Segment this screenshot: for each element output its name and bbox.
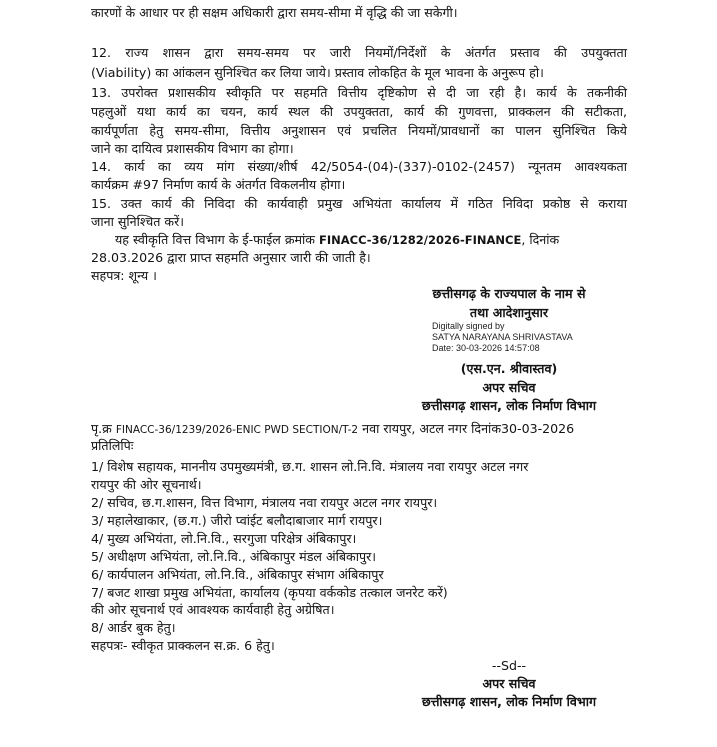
para-11-tail: कारणों के आधार पर ही सक्षम अधिकारी द्वारा समय-सीमा में वृद्धि की जा सकेगी। [91, 5, 458, 20]
para-15-line-2: जाना सुनिश्चित करें। [91, 214, 185, 229]
digital-signature-label: Digitally signed by [432, 321, 505, 331]
governor-line-2: तथा आदेशानुसार [469, 305, 549, 320]
signer-department: छत्तीसगढ़ शासन, लोक निर्माण विभाग [421, 398, 597, 413]
para-12-line-1: 12. राज्य शासन द्वारा समय-समय पर जारी नियमों/निर्देशों के अंतर्गत प्रस्ताव की उपयुक्तता [91, 45, 627, 60]
copy-item: रायपुर की ओर सूचनार्थ। [91, 477, 202, 492]
copy-item: 3/ महालेखाकार, (छ.ग.) जीरो प्वांईट बलौदाबाजार मार्ग रायपुर। [91, 513, 383, 528]
closing-department: छत्तीसगढ़ शासन, लोक निर्माण विभाग [421, 694, 597, 709]
copy-label: प्रतिलिपिः [91, 438, 134, 453]
copy-item: 5/ अधीक्षण अभियंता, लो.नि.वि., अंबिकापुर मंडल अंबिकापुर। [91, 549, 377, 564]
para-14-line-1: 14. कार्य का व्यय मांग संख्या/शीर्ष 42/5054-(04)-(337)-0102-(2457) न्यूनतम आवश्यकता [91, 159, 627, 174]
copy-item: 2/ सचिव, छ.ग.शासन, वित्त विभाग, मंत्रालय नवा रायपुर अटल नगर रायपुर। [91, 495, 438, 510]
copy-item: 6/ कार्यपालन अभियंता, लो.नि.वि., अंबिकापुर संभाग अंबिकापुर [91, 567, 384, 582]
copy-item: की ओर सूचनार्थ एवं आवश्यक कार्यवाही हेतु अग्रेषित। [91, 602, 335, 617]
issue-line-2: 28.03.2026 द्वारा प्राप्त सहमति अनुसार जारी की जाती है। [91, 250, 371, 265]
digital-signature-name: SATYA NARAYANA SHRIVASTAVA [432, 332, 573, 342]
para-15-line-1: 15. उक्त कार्य की निविदा की कार्यवाही प्रमुख अभियंता कार्यालय में गठित निविदा प्रकोष्ठ से कराया [91, 196, 627, 211]
para-13-line-4: जाने का दायित्व प्रशासकीय विभाग का होगा। [91, 141, 294, 156]
copy-item: 4/ मुख्य अभियंता, लो.नि.वि., सरगुजा परिक्षेत्र अंबिकापुर। [91, 531, 357, 546]
issue-date-label: , दिनांक [521, 232, 560, 247]
closing-designation: अपर सचिव [482, 676, 536, 691]
copy-item: 8/ आर्डर बुक हेतु। [91, 620, 176, 635]
signer-name: (एस.एन. श्रीवास्तव) [460, 361, 558, 376]
para-13-line-3: कार्यपूर्णता हेतु समय-सीमा, वित्तीय अनुशासन एवं प्रचलित नियमों/प्रावधानों का पालन सुनिश्चित किये [91, 123, 627, 138]
para-12-line-2: (Viability) का आंकलन सुनिश्चित कर लिया जाये। प्रस्ताव लोकहित के मूल भावना के अनुरूप हो। [91, 65, 544, 80]
copy-item: 7/ बजट शाखा प्रमुख अभियंता, कार्यालय (कृपया वर्ककोड तत्काल जनरेट करें) [91, 585, 448, 600]
ref-prefix: पृ.क्र [91, 421, 112, 436]
efile-number: FINACC-36/1282/2026-FINANCE [318, 233, 522, 247]
sd-mark: --Sd-- [491, 658, 527, 673]
digital-signature-date: Date: 30-03-2026 14:57:08 [432, 343, 540, 353]
para-13-line-2: पहलुओं यथा कार्य का चयन, कार्य स्थल की उपयुक्तता, कार्य की गुणवत्ता, प्राक्कलन की सटीकता, [91, 104, 627, 119]
ref-place-date: नवा रायपुर, अटल नगर दिनांक30-03-2026 [362, 421, 575, 436]
endorsement-reference [91, 420, 574, 439]
issue-text: यह स्वीकृति वित्त विभाग के ई-फाईल क्रमांक [115, 232, 315, 247]
endorsement-attachment: सहपत्रः- स्वीकृत प्राक्कलन स.क्र. 6 हेतु। [91, 638, 275, 653]
para-13-line-1: 13. उपरोक्त प्रशासकीय स्वीकृति पर सहमति वित्तीय दृष्टिकोण से दी जा रही है। कार्य के तकनीकी [91, 85, 627, 100]
ref-code: FINACC-36/1239/2026-ENIC PWD SECTION/T-2 [115, 424, 359, 436]
issue-line-1 [115, 231, 559, 249]
copy-item: 1/ विशेष सहायक, माननीय उपमुख्यमंत्री, छ.ग. शासन लो.नि.वि. मंत्रालय नवा रायपुर अटल नगर [91, 459, 529, 474]
para-14-line-2: कार्यक्रम #97 निर्माण कार्य के अंतर्गत विकलनीय होगा। [91, 177, 346, 192]
attachment-none: सहपत्र: शून्य । [91, 268, 157, 283]
governor-line-1: छत्तीसगढ़ के राज्यपाल के नाम से [432, 286, 586, 301]
signer-designation: अपर सचिव [482, 380, 536, 395]
